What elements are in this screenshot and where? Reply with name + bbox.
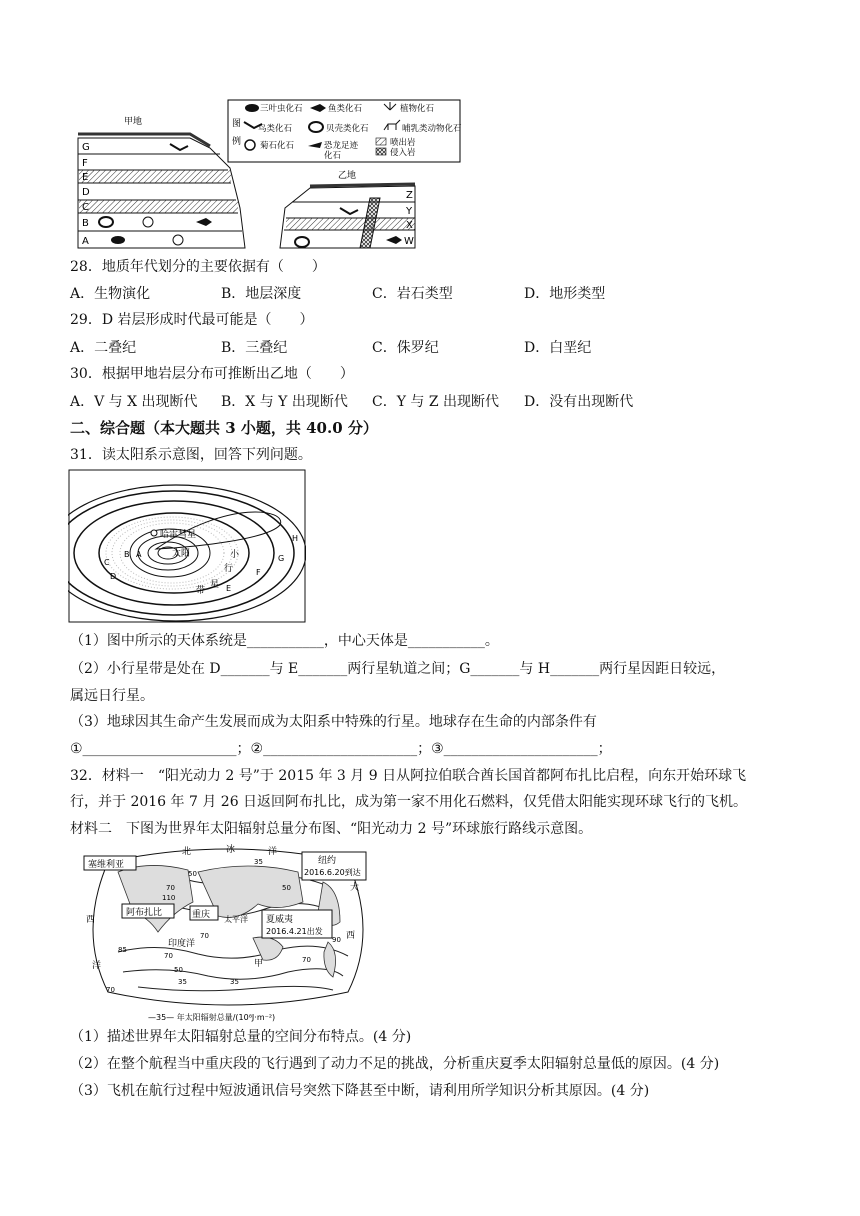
legend-shell: 贝壳类化石 (326, 124, 369, 134)
ammonite-icon (245, 140, 255, 150)
legend-dino-2: 化石 (324, 151, 342, 161)
map-west: 西 (86, 915, 96, 925)
legend-dino: 恐龙足迹 (324, 141, 359, 151)
q29-option-c[interactable]: C．侏罗纪 (372, 340, 439, 356)
q31-part2: （2）小行星带是处在 D_______与 E_______两行星轨道之间；G_______与 H_______两行星因距日较远， (70, 661, 726, 677)
q32-part2: （2）在整个航程当中重庆段的飞行遇到了动力不足的挑战，分析重庆夏季太阳辐射总量低的原因。(4 分) (70, 1056, 720, 1072)
q28-stem: 28．地质年代划分的主要依据有（ ） (70, 259, 326, 275)
svg-text:70: 70 (200, 932, 209, 940)
layer-Y: Y (406, 206, 413, 217)
layer-Z: Z (406, 190, 413, 201)
map-pacific: 太平洋 (224, 915, 248, 924)
belt-char-3: 星 (210, 580, 220, 590)
svg-text:35: 35 (178, 978, 187, 986)
legend-intrusive: 侵入岩 (390, 148, 416, 158)
seville-tag (84, 856, 136, 870)
q31-part1: （1）图中所示的天体系统是___________，中心天体是___________。 (70, 633, 499, 649)
world-radiation-map (78, 842, 378, 1022)
map-west-2: 西 (346, 931, 356, 941)
strata-figure (70, 98, 470, 250)
map-jia: 甲 (254, 959, 264, 969)
solar-system-figure (68, 469, 306, 623)
newyork-tag (302, 852, 366, 880)
legend-fish: 鱼类化石 (328, 104, 363, 114)
svg-text:纽约: 纽约 (318, 856, 337, 866)
q32-material1-b: 行，并于 2016 年 7 月 26 日返回阿布扎比，成为第一家不用化石燃料，仅凭借太阳能实现环球飞行的飞机。 (70, 794, 748, 810)
layer-F: F (82, 158, 88, 169)
q32-material2: 材料二 下图为世界年太阳辐射总量分布图、“阳光动力 2 号”环球旅行路线示意图。 (70, 821, 593, 837)
q31-stem: 31．读太阳系示意图，回答下列问题。 (70, 447, 312, 463)
svg-text:50: 50 (174, 966, 183, 974)
layer-E: E (82, 172, 89, 183)
belt-char-1: 小 (230, 550, 240, 560)
planet-A: A (136, 550, 142, 559)
legend-trilobite: 三叶虫化石 (260, 104, 303, 114)
q28-option-c[interactable]: C．岩石类型 (372, 286, 453, 302)
svg-text:70: 70 (164, 952, 173, 960)
legend-mammal: 哺乳类动物化石 (402, 124, 462, 134)
q30-stem: 30．根据甲地岩层分布可推断出乙地（ ） (70, 366, 354, 382)
map-big: 大 (350, 883, 360, 893)
svg-text:夏威夷: 夏威夷 (266, 915, 294, 925)
hawaii-tag (262, 910, 332, 938)
legend-box (228, 100, 462, 162)
svg-text:70: 70 (106, 986, 115, 994)
site-yi-section (280, 169, 415, 248)
svg-text:85: 85 (118, 946, 127, 954)
planet-G: G (278, 554, 285, 563)
legend-ammonite: 菊石化石 (260, 141, 295, 151)
legend-side-1: 图 (232, 119, 242, 129)
planet-F: F (256, 568, 261, 577)
svg-text:2016.4.21出发: 2016.4.21出发 (266, 927, 323, 936)
svg-text:110: 110 (162, 894, 176, 902)
section-2-heading: 二、综合题（本大题共 3 小题，共 40.0 分） (70, 419, 378, 437)
legend-plant: 植物化石 (400, 104, 435, 114)
layer-A: A (82, 236, 89, 247)
layer-G: G (82, 142, 90, 153)
map-indian: 印度洋 (168, 939, 196, 949)
planet-B: B (124, 550, 130, 559)
svg-text:2016.6.20到达: 2016.6.20到达 (304, 868, 361, 877)
layer-D: D (82, 187, 90, 198)
q29-option-b[interactable]: B．三叠纪 (221, 340, 288, 356)
legend-extrusive: 喷出岩 (390, 138, 416, 148)
svg-text:90: 90 (332, 936, 341, 944)
q29-option-a[interactable]: A．二叠纪 (70, 340, 137, 356)
q30-option-d[interactable]: D．没有出现断代 (524, 394, 634, 410)
shell-icon (309, 122, 323, 132)
trilobite-icon (245, 104, 259, 112)
q31-part3: （3）地球因其生命产生发展而成为太阳系中特殊的行星。地球存在生命的内部条件有 (70, 714, 597, 730)
plant-icon (384, 102, 396, 110)
svg-text:35: 35 (254, 858, 263, 866)
q30-option-a[interactable]: A．V 与 X 出现断代 (70, 394, 198, 410)
map-ocean-2: 洋 (92, 961, 102, 971)
svg-text:50: 50 (282, 884, 291, 892)
legend-side-2: 例 (232, 137, 242, 147)
map-ice: 冰 (226, 845, 236, 855)
q31-part2b: 属远日行星。 (70, 688, 154, 704)
belt-char-4: 带 (196, 586, 206, 596)
q32-part1: （1）描述世界年太阳辐射总量的空间分布特点。(4 分) (70, 1029, 412, 1045)
belt-char-2: 行 (224, 564, 234, 574)
legend-bird: 鸟类化石 (258, 124, 293, 134)
layer-W: W (404, 236, 414, 247)
svg-text:70: 70 (166, 884, 175, 892)
planet-C: C (104, 558, 110, 567)
sun-label: 太阳 (172, 549, 191, 559)
planet-E: E (226, 584, 232, 593)
trilobite-icon (111, 236, 125, 244)
q28-option-a[interactable]: A．生物演化 (70, 286, 151, 302)
abudhabi-tag (122, 904, 174, 918)
chongqing-tag (190, 906, 218, 920)
svg-text:35: 35 (230, 978, 239, 986)
map-ocean-1: 洋 (268, 847, 278, 857)
q32-material1-a: 32．材料一 “阳光动力 2 号”于 2015 年 3 月 9 日从阿拉伯联合酋长国首都阿布扎比启程，向东开始环球飞 (70, 768, 747, 784)
map-north: 北 (182, 847, 192, 857)
svg-text:阿布扎比: 阿布扎比 (126, 908, 163, 918)
layer-X: X (406, 220, 413, 231)
svg-text:重庆: 重庆 (192, 910, 211, 920)
layer-C: C (82, 202, 89, 213)
site-jia-label: 甲地 (124, 117, 143, 127)
q32-part3: （3）飞机在航行过程中短波通讯信号突然下降甚至中断，请利用所学知识分析其原因。(4 分) (70, 1083, 650, 1099)
planet-D: D (110, 572, 117, 581)
q30-option-c[interactable]: C．Y 与 Z 出现断代 (372, 394, 500, 410)
svg-text:塞维利亚: 塞维利亚 (88, 860, 125, 870)
fish-icon (310, 104, 326, 112)
q29-option-d[interactable]: D．白垩纪 (524, 340, 592, 356)
svg-text:50: 50 (188, 870, 197, 878)
dino-icon (308, 142, 322, 148)
layer-B: B (82, 218, 89, 229)
map-caption: —35— 年太阳辐射总量/(10⁸J·m⁻²) (148, 1013, 276, 1022)
intrusive-icon (376, 148, 386, 155)
q29-stem: 29．D 岩层形成时代最可能是（ ） (70, 312, 314, 328)
q30-option-b[interactable]: B．X 与 Y 出现断代 (221, 394, 348, 410)
site-yi-label: 乙地 (338, 171, 357, 181)
svg-text:70: 70 (302, 956, 311, 964)
q28-option-b[interactable]: B．地层深度 (221, 286, 302, 302)
extrusive-icon (376, 138, 386, 145)
site-jia-section (78, 115, 245, 248)
q28-option-d[interactable]: D．地形类型 (524, 286, 606, 302)
q31-part3-blanks[interactable]: ①______________________；②______________________；③______________________； (70, 741, 612, 757)
planet-H: H (292, 534, 299, 543)
comet-label: 哈雷彗星 (160, 530, 197, 540)
mammal-icon (384, 120, 400, 130)
